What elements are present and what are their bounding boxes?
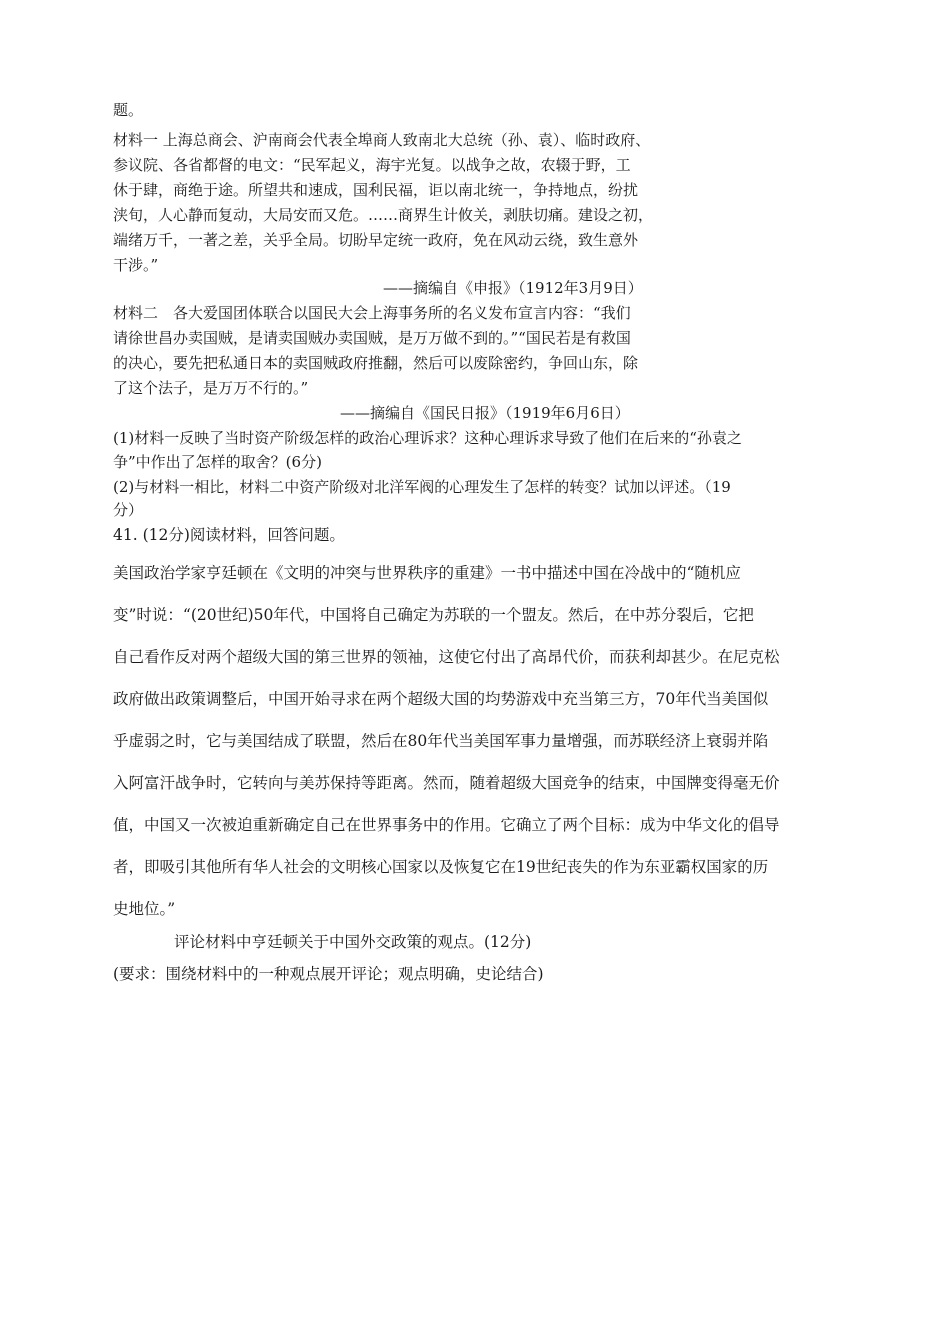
question-line: 分）: [113, 501, 144, 519]
material-one-line: 端绪万千，一著之差，关乎全局。切盼早定统一政府，免在风动云绕，致生意外: [113, 231, 639, 249]
material-two-line: 了这个法子，是万万不行的。”: [113, 379, 309, 397]
passage-line: 变”时说：“(20世纪)50年代，中国将自己确定为苏联的一个盟友。然后，在中苏分裂后，它把: [113, 606, 754, 624]
material-one-line: 干涉。”: [113, 256, 159, 274]
material-two-line: 材料二 各大爱国团体联合以国民大会上海事务所的名义发布宣言内容：“我们: [113, 304, 631, 322]
passage-line: 值，中国又一次被迫重新确定自己在世界事务中的作用。它确立了两个目标：成为中华文化的倡导: [113, 816, 780, 834]
question-heading: 41. (12分)阅读材料，回答问题。: [113, 526, 345, 544]
source-citation-one: ——摘编自《申报》（1912年3月9日）: [383, 279, 643, 297]
answer-requirement: (要求：围绕材料中的一种观点展开评论；观点明确，史论结合): [113, 965, 544, 983]
material-one-line: 参议院、各省都督的电文：“民军起义，海宇光复。以战争之故，农辍于野，工: [113, 156, 631, 174]
passage-line: 美国政治学家亨廷顿在《文明的冲突与世界秩序的重建》一书中描述中国在冷战中的“随机应: [113, 564, 741, 582]
source-citation-two: ——摘编自《国民日报》（1919年6月6日）: [340, 404, 630, 422]
material-one-line: 休于肆，商绝于途。所望共和速成，国利民福，讵以南北统一，争持地点，纷扰: [113, 181, 639, 199]
passage-line: 乎虚弱之时，它与美国结成了联盟，然后在80年代当美国军事力量增强，而苏联经济上衰弱并陷: [113, 732, 769, 750]
question-line: (1)材料一反映了当时资产阶级怎样的政治心理诉求？这种心理诉求导致了他们在后来的“孙袁之: [113, 429, 742, 447]
material-two-line: 的决心，要先把私通日本的卖国贼政府推翻，然后可以废除密约，争回山东，除: [113, 354, 639, 372]
passage-line: 政府做出政策调整后，中国开始寻求在两个超级大国的均势游戏中充当第三方，70年代当美国似: [113, 690, 769, 708]
material-two-line: 请徐世昌办卖国贼，是请卖国贼办卖国贼，是万万做不到的。”“国民若是有救国: [113, 329, 631, 347]
passage-line: 自己看作反对两个超级大国的第三世界的领袖，这使它付出了高昂代价，而获利却甚少。在尼克松: [113, 648, 780, 666]
passage-line: 史地位。”: [113, 900, 176, 918]
passage-line: 者，即吸引其他所有华人社会的文明核心国家以及恢复它在19世纪丧失的作为东亚霸权国家的历: [113, 858, 769, 876]
continued-text: 题。: [113, 101, 144, 119]
material-one-line: 浃旬，人心静而复动，大局安而又危。……商界生计攸关，剥肤切痛。建设之初，: [113, 206, 654, 224]
question-line: (2)与材料一相比，材料二中资产阶级对北洋军阀的心理发生了怎样的转变？试加以评述。（19: [113, 478, 731, 496]
question-line: 争”中作出了怎样的取舍？(6分): [113, 453, 322, 471]
task-instruction: 评论材料中亨廷顿关于中国外交政策的观点。(12分): [174, 933, 532, 951]
material-one-line: 材料一 上海总商会、沪南商会代表全埠商人致南北大总统（孙、袁）、临时政府、: [113, 131, 651, 149]
passage-line: 入阿富汗战争时，它转向与美苏保持等距离。然而，随着超级大国竞争的结束，中国牌变得毫无价: [113, 774, 780, 792]
